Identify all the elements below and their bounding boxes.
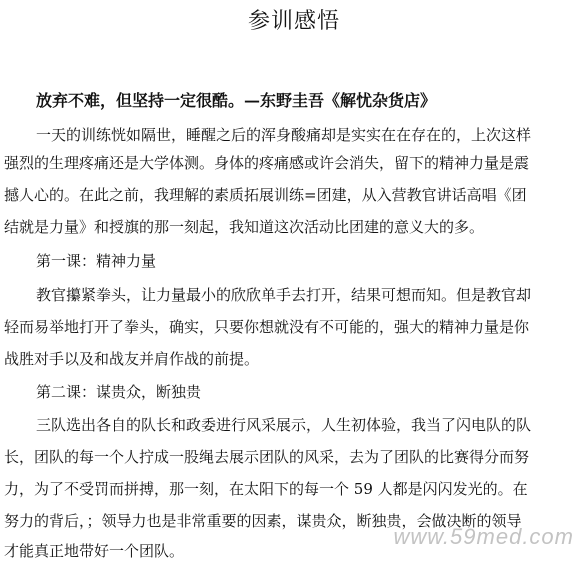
paragraph-line: 强烈的生理疼痛还是大学体测。身体的疼痛感或许会消失，留下的精神力量是震 xyxy=(4,154,530,172)
section-heading: 第一课：精神力量 xyxy=(36,252,157,270)
paragraph-line: 力，为了不受罚而拼搏，那一刻，在太阳下的每一个 59 人都是闪闪发光的。在 xyxy=(4,480,528,498)
paragraph-line: 战胜对手以及和战友并肩作战的前提。 xyxy=(4,350,260,368)
paragraph-line: 长，团队的每一个人拧成一股绳去展示团队的风采，去为了团队的比赛得分而努 xyxy=(4,448,530,466)
site-watermark: www.59med.com xyxy=(393,524,574,549)
paragraph-line: 结就是力量》和授旗的那一刻起，我知道这次活动比团建的意义大的多。 xyxy=(4,218,485,236)
paragraph-line: 轻而易举地打开了拳头，确实，只要你想就没有不可能的，强大的精神力量是你 xyxy=(4,318,530,336)
paragraph-line: 教官攥紧拳头，让力量最小的欣欣单手去打开，结果可想而知。但是教官却 xyxy=(36,286,532,304)
paragraph-line: 一天的训练恍如隔世，睡醒之后的浑身酸痛却是实实在在存在的，上次这样 xyxy=(36,126,532,144)
paragraph-line: 三队选出各自的队长和政委进行风采展示，人生初体验，我当了闪电队的队 xyxy=(36,416,532,434)
paragraph-line: 努力的背后，；领导力也是非常重要的因素，谋贵众，断独贵，会做决断的领导 xyxy=(4,512,522,530)
paragraph-line: 才能真正地带好一个团队。 xyxy=(4,542,185,560)
page-title: 参训感悟 xyxy=(247,9,340,34)
paragraph-line: 撼人心的。在此之前，我理解的素质拓展训练=团建，从入营教官讲话高唱《团 xyxy=(4,186,527,204)
section-heading: 第二课：谋贵众，断独贵 xyxy=(36,383,202,401)
epigraph-quote: 放弃不难，但坚持一定很酷。—东野圭吾《解忧杂货店》 xyxy=(36,91,437,110)
